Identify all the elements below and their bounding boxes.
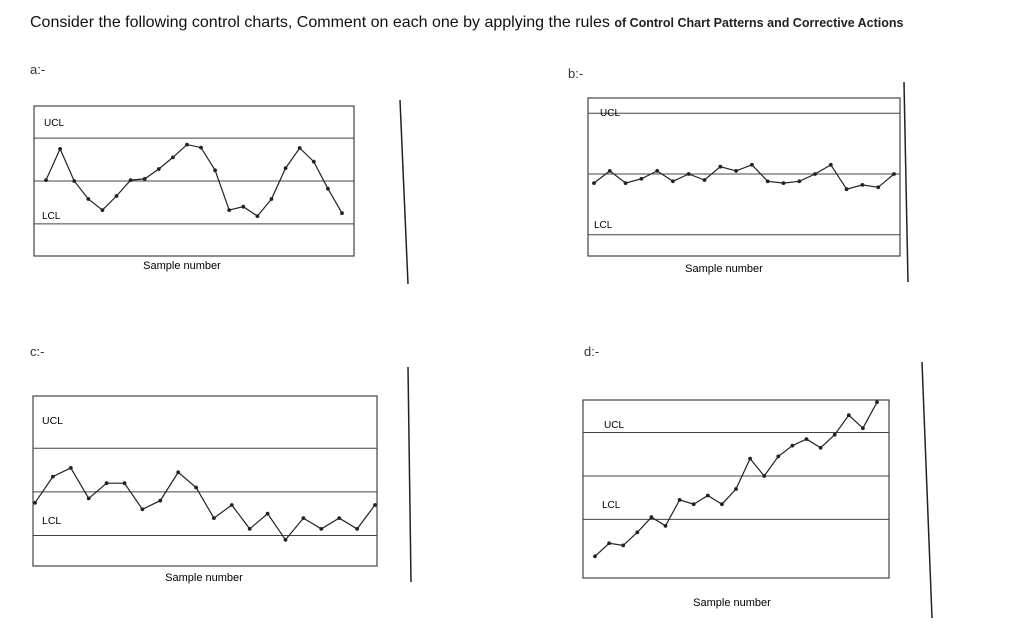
data-point [876, 185, 880, 189]
lcl-label: LCL [602, 500, 621, 511]
page-edge-line [904, 82, 908, 282]
data-point [703, 178, 707, 182]
data-point [687, 172, 691, 176]
question-text: Consider the following control charts, Comment on each one by applying the rules [30, 14, 610, 31]
page-edge-line [400, 100, 408, 284]
panel-label-d: d:- [584, 344, 600, 359]
lcl-label: LCL [42, 211, 61, 222]
data-point [326, 187, 330, 191]
data-point [241, 205, 245, 209]
data-point [621, 544, 625, 548]
data-point [256, 214, 260, 218]
data-point [593, 554, 597, 558]
data-point [58, 147, 62, 151]
series-line [46, 145, 342, 217]
data-point [44, 178, 48, 182]
data-point [199, 146, 203, 150]
chart-d [583, 400, 889, 609]
data-point [194, 486, 198, 490]
data-point [86, 197, 90, 201]
data-point [640, 177, 644, 181]
data-point [782, 181, 786, 185]
data-point [72, 179, 76, 183]
ucl-label: UCL [44, 118, 65, 129]
data-point [624, 181, 628, 185]
data-point [776, 455, 780, 459]
chart-frame [33, 396, 377, 566]
data-point [819, 446, 823, 450]
data-point [302, 516, 306, 520]
data-point [33, 501, 37, 505]
data-point [373, 503, 377, 507]
data-point [298, 146, 302, 150]
chart-frame [588, 98, 900, 256]
data-point [762, 474, 766, 478]
data-point [805, 437, 809, 441]
data-point [284, 538, 288, 542]
ucl-label: UCL [600, 108, 621, 119]
data-point [592, 181, 596, 185]
x-axis-label: Sample number [165, 572, 243, 584]
data-point [284, 166, 288, 170]
x-axis-label: Sample number [685, 263, 763, 275]
series-line [594, 165, 894, 189]
chart-a [34, 106, 354, 272]
lcl-label: LCL [594, 220, 613, 231]
question-suffix: of Control Chart Patterns and Corrective Actions [614, 16, 904, 30]
data-point [655, 169, 659, 173]
data-point [270, 197, 274, 201]
data-point [650, 515, 654, 519]
data-point [664, 524, 668, 528]
panel-label-b: b:- [568, 66, 584, 81]
data-point [337, 516, 341, 520]
data-point [692, 502, 696, 506]
data-point [671, 179, 675, 183]
data-point [319, 527, 323, 531]
data-point [51, 475, 55, 479]
data-point [143, 177, 147, 181]
x-axis-label: Sample number [693, 597, 771, 609]
data-point [861, 183, 865, 187]
data-point [266, 512, 270, 516]
data-point [69, 466, 73, 470]
data-point [718, 165, 722, 169]
page-edge-line [922, 362, 932, 618]
data-point [115, 194, 119, 198]
data-point [635, 531, 639, 535]
data-point [227, 208, 231, 212]
data-point [861, 426, 865, 430]
data-point [176, 470, 180, 474]
data-point [355, 527, 359, 531]
data-point [892, 172, 896, 176]
data-point [734, 487, 738, 491]
points [44, 143, 344, 218]
data-point [87, 497, 91, 501]
data-point [158, 499, 162, 503]
data-point [608, 169, 612, 173]
data-point [213, 168, 217, 172]
data-point [833, 433, 837, 437]
data-point [340, 211, 344, 215]
data-point [813, 172, 817, 176]
data-point [875, 400, 879, 404]
data-point [847, 413, 851, 417]
ucl-label: UCL [604, 420, 625, 431]
data-point [123, 481, 127, 485]
data-point [101, 208, 105, 212]
data-point [706, 494, 710, 498]
data-point [797, 179, 801, 183]
lcl-label: LCL [42, 515, 62, 527]
data-point [248, 527, 252, 531]
data-point [750, 163, 754, 167]
data-point [212, 516, 216, 520]
data-point [678, 498, 682, 502]
chart-c [33, 396, 377, 584]
chart-b [588, 98, 900, 275]
panel-label-a: a:- [30, 62, 46, 77]
data-point [829, 163, 833, 167]
data-point [105, 481, 109, 485]
data-point [734, 169, 738, 173]
data-point [766, 179, 770, 183]
points [593, 400, 879, 558]
data-point [607, 541, 611, 545]
page-edge-line [408, 367, 411, 582]
data-point [748, 457, 752, 461]
x-axis-label: Sample number [143, 260, 221, 272]
points [592, 163, 896, 191]
data-point [157, 167, 161, 171]
data-point [129, 178, 133, 182]
data-point [230, 503, 234, 507]
ucl-label: UCL [42, 415, 64, 427]
data-point [171, 156, 175, 160]
data-point [312, 160, 316, 164]
data-point [141, 507, 145, 511]
series-line [35, 468, 375, 540]
data-point [185, 143, 189, 147]
data-point [845, 187, 849, 191]
panel-label-c: c:- [30, 344, 45, 359]
data-point [720, 502, 724, 506]
data-point [791, 444, 795, 448]
